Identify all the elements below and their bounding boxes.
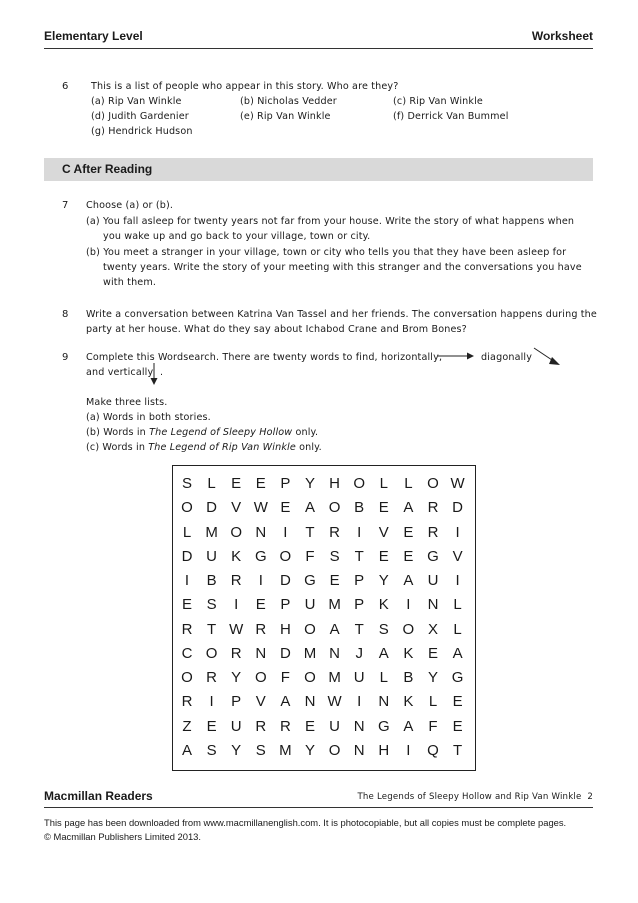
wordsearch-letter: Y [304, 741, 315, 759]
wordsearch-letter: X [427, 620, 438, 638]
wordsearch-letter: A [403, 499, 414, 517]
wordsearch-letter: U [353, 669, 365, 686]
wordsearch-letter: G [427, 547, 439, 565]
wordsearch-letter: O [427, 475, 439, 492]
wordsearch-letter: M [205, 523, 218, 541]
wordsearch-letter: L [182, 523, 192, 541]
wordsearch-letter: K [403, 644, 414, 662]
wordsearch-letter: R [255, 717, 267, 735]
wordsearch-letter: E [452, 717, 463, 735]
q7-b-line1: (b) You meet a stranger in your village, town or city who tells you that they have been asleep for [86, 247, 567, 258]
wordsearch-letter: O [181, 669, 193, 686]
wordsearch-letter: D [452, 499, 464, 517]
wordsearch-letter: L [404, 475, 413, 492]
q8-line2: party at her house. What do they say about Ichabod Crane and Brom Bones? [86, 324, 467, 335]
wordsearch-letter: I [234, 596, 239, 614]
wordsearch-row [173, 715, 475, 739]
wordsearch-letter: I [357, 693, 362, 711]
wordsearch-letter: I [406, 596, 411, 614]
q7-a-line2: you wake up and go back to your village, town or city. [103, 231, 371, 242]
wordsearch-letter: Y [231, 741, 242, 759]
wordsearch-letter: O [279, 547, 292, 565]
wordsearch-letter: E [255, 596, 266, 614]
q6-option-b: (b) Nicholas Vedder [240, 96, 337, 107]
wordsearch-letter: F [428, 717, 438, 735]
wordsearch-letter: Y [427, 669, 438, 686]
wordsearch-letter: O [353, 475, 366, 492]
wordsearch-row [173, 690, 475, 714]
wordsearch-letter: R [279, 717, 291, 735]
q6-option-f: (f) Derrick Van Bummel [393, 111, 509, 122]
wordsearch-letter: L [379, 669, 388, 686]
wordsearch-letter: J [355, 644, 363, 662]
q9-list-a: (a) Words in both stories. [86, 412, 211, 423]
wordsearch-letter: U [427, 572, 439, 589]
q9-list-c-pre: (c) Words in [86, 442, 149, 453]
q7-b-line2: twenty years. Write the story of your meeting with this stranger and the conversations you have [103, 262, 582, 273]
wordsearch-letter: D [181, 547, 193, 565]
wordsearch-letter: D [279, 644, 291, 662]
wordsearch-row [173, 666, 475, 690]
q6-option-e: (e) Rip Van Winkle [240, 111, 331, 122]
wordsearch-letter: G [304, 572, 316, 589]
wordsearch-letter: A [378, 644, 389, 662]
wordsearch-letter: I [184, 572, 190, 589]
wordsearch-letter: E [231, 475, 242, 492]
wordsearch-letter: T [354, 547, 364, 565]
wordsearch-letter: L [453, 596, 462, 614]
wordsearch-letter: N [353, 741, 365, 759]
wordsearch-letter: O [230, 523, 243, 541]
wordsearch-letter: R [181, 620, 193, 638]
footer-brand: Macmillan Readers [44, 789, 153, 803]
wordsearch-letter: S [378, 620, 389, 638]
wordsearch-letter: T [207, 620, 217, 638]
wordsearch-letter: G [451, 669, 464, 686]
q6-option-g: (g) Hendrick Hudson [91, 126, 193, 137]
wordsearch-letter: P [231, 693, 242, 711]
wordsearch-letter: S [181, 475, 192, 492]
q8-number: 8 [62, 309, 69, 320]
wordsearch-letter: R [427, 499, 439, 517]
wordsearch-letter: O [328, 499, 341, 517]
wordsearch-letter: W [450, 475, 465, 492]
wordsearch-letter: E [378, 499, 389, 517]
q6-number: 6 [62, 81, 69, 92]
wordsearch-row [173, 739, 475, 763]
wordsearch-letter: T [453, 741, 463, 759]
wordsearch-letter: B [403, 669, 414, 686]
section-c-title: C After Reading [62, 162, 153, 176]
wordsearch-row [173, 496, 475, 520]
q9-list-c [86, 442, 322, 453]
wordsearch-letter: B [354, 499, 365, 517]
wordsearch-letter: N [329, 644, 341, 662]
wordsearch-letter: O [254, 669, 267, 686]
q9-list-c-title: The Legend of Rip Van Winkle [148, 442, 296, 453]
wordsearch-letter: O [181, 499, 193, 517]
wordsearch-letter: C [181, 644, 193, 662]
wordsearch-letter: I [357, 523, 362, 541]
wordsearch-row [173, 545, 475, 569]
wordsearch-letter: A [329, 620, 340, 638]
wordsearch-letter: O [328, 741, 341, 759]
diagonal-arrow-icon [532, 346, 562, 368]
q7-prompt: Choose (a) or (b). [86, 200, 174, 211]
wordsearch-letter: R [427, 523, 439, 541]
footer-book [357, 792, 593, 802]
wordsearch-letter: E [329, 572, 340, 589]
wordsearch-letter: M [328, 669, 341, 686]
wordsearch-row [173, 472, 475, 496]
wordsearch-letter: Y [378, 572, 389, 589]
footer-note: This page has been downloaded from www.macmillanenglish.com. It is photocopiable, but all copies must be complete pages. [44, 817, 567, 828]
q9-list-b-post: only. [292, 427, 319, 438]
wordsearch-letter: H [279, 620, 291, 638]
wordsearch-letter: W [253, 499, 268, 517]
wordsearch-letter: F [280, 669, 290, 686]
wordsearch-letter: E [304, 717, 315, 735]
header-level: Elementary Level [44, 29, 143, 43]
wordsearch-letter: E [378, 547, 389, 565]
q8-line1: Write a conversation between Katrina Van Tassel and her friends. The conversation happens during the [86, 309, 597, 320]
wordsearch-letter: U [206, 547, 218, 565]
header-rule [44, 48, 593, 49]
wordsearch-letter: A [452, 644, 463, 662]
wordsearch-letter: Q [427, 741, 439, 759]
wordsearch-letter: L [207, 475, 216, 492]
wordsearch-row [173, 642, 475, 666]
q9-list-b [86, 427, 318, 438]
footer-book-title: The Legends of Sleepy Hollow and Rip Van Winkle [357, 792, 582, 802]
wordsearch-letter: U [304, 596, 316, 614]
wordsearch-letter: N [255, 644, 267, 662]
wordsearch-letter: N [427, 596, 439, 614]
wordsearch-letter: P [280, 475, 291, 492]
wordsearch-letter: R [230, 572, 242, 589]
wordsearch-letter: S [255, 741, 266, 759]
q9-list-b-title: The Legend of Sleepy Hollow [149, 427, 293, 438]
wordsearch-letter: M [279, 741, 292, 759]
wordsearch-letter: O [402, 620, 415, 638]
section-c-band [44, 158, 593, 181]
footer-rule [44, 807, 593, 808]
wordsearch-letter: I [455, 523, 460, 541]
wordsearch-letter: P [280, 596, 291, 614]
wordsearch-letter: D [206, 499, 218, 517]
q6-option-d: (d) Judith Gardenier [91, 111, 189, 122]
wordsearch-letter: V [378, 523, 389, 541]
q6-option-a: (a) Rip Van Winkle [91, 96, 182, 107]
wordsearch-letter: S [329, 547, 340, 565]
wordsearch-letter: V [231, 499, 242, 517]
wordsearch-letter: D [279, 572, 291, 589]
wordsearch-row [173, 521, 475, 545]
wordsearch-letter: E [181, 596, 192, 614]
wordsearch-letter: B [206, 572, 217, 589]
q6-prompt: This is a list of people who appear in this story. Who are they? [91, 81, 399, 92]
footer-page-number: 2 [587, 792, 593, 802]
q6-option-c: (c) Rip Van Winkle [393, 96, 483, 107]
wordsearch-letter: H [378, 741, 390, 759]
wordsearch-letter: H [329, 475, 341, 492]
q9-list-b-pre: (b) Words in [86, 427, 150, 438]
wordsearch-letter: U [230, 717, 242, 735]
q7-b-line3: with them. [103, 277, 157, 288]
wordsearch-letter: Z [182, 717, 192, 735]
wordsearch-letter: P [354, 596, 365, 614]
horizontal-arrow-icon [436, 350, 476, 362]
wordsearch-letter: E [255, 475, 266, 492]
wordsearch-row [173, 593, 475, 617]
wordsearch-letter: W [229, 620, 244, 638]
wordsearch-letter: Y [231, 669, 242, 686]
wordsearch-letter: A [280, 693, 291, 711]
wordsearch-letter: R [329, 523, 341, 541]
wordsearch-letter: Y [304, 475, 315, 492]
wordsearch-letter: N [255, 523, 267, 541]
wordsearch-letter: E [427, 644, 438, 662]
q9-number: 9 [62, 352, 69, 363]
wordsearch-letter: N [304, 693, 316, 711]
wordsearch-letter: R [181, 693, 193, 711]
wordsearch-letter: I [258, 572, 263, 589]
wordsearch-letter: U [329, 717, 341, 735]
wordsearch-letter: E [206, 717, 217, 735]
q9-lists-intro: Make three lists. [86, 397, 168, 408]
wordsearch-letter: I [406, 741, 411, 759]
wordsearch-letter: I [209, 693, 214, 711]
wordsearch-letter: E [403, 523, 414, 541]
wordsearch-letter: E [403, 547, 414, 565]
wordsearch-letter: S [206, 596, 217, 614]
q9-vertically: and vertically [86, 367, 154, 378]
wordsearch-letter: V [255, 693, 266, 711]
wordsearch-letter: P [354, 572, 365, 589]
q7-number: 7 [62, 200, 69, 211]
wordsearch-letter: O [304, 669, 316, 686]
wordsearch-letter: G [377, 717, 390, 735]
q9-diagonally: diagonally [481, 352, 533, 363]
footer-copyright: © Macmillan Publishers Limited 2013. [44, 831, 201, 842]
q9-period: . [160, 367, 164, 378]
wordsearch-letter: K [403, 693, 414, 711]
wordsearch-letter: N [353, 717, 365, 735]
wordsearch-letter: R [255, 620, 267, 638]
wordsearch-letter: T [354, 620, 364, 638]
wordsearch-letter: O [205, 644, 218, 662]
wordsearch-letter: E [280, 499, 291, 517]
wordsearch-letter: O [304, 620, 316, 638]
wordsearch-letter: R [206, 669, 218, 686]
wordsearch-letter: A [403, 717, 414, 735]
q9-list-c-post: only. [295, 442, 322, 453]
q9-line1: Complete this Wordsearch. There are twenty words to find, horizontally, [86, 352, 443, 363]
wordsearch-letter: L [428, 693, 438, 711]
wordsearch-letter: I [283, 523, 288, 541]
wordsearch-letter: M [328, 596, 341, 614]
wordsearch-row [173, 569, 475, 593]
wordsearch-letter: L [453, 620, 462, 638]
q7-a-line1: (a) You fall asleep for twenty years not far from your house. Write the story of what happens when [86, 216, 575, 227]
wordsearch-grid [172, 465, 476, 771]
wordsearch-letter: V [452, 547, 463, 565]
wordsearch-letter: A [304, 499, 315, 517]
wordsearch-letter: T [305, 523, 315, 541]
header-worksheet: Worksheet [531, 29, 593, 43]
wordsearch-letter: A [403, 572, 414, 589]
wordsearch-letter: K [378, 596, 389, 614]
wordsearch-letter: E [452, 693, 463, 711]
wordsearch-letter: N [378, 693, 390, 711]
wordsearch-row [173, 618, 475, 642]
wordsearch-letter: G [254, 547, 267, 565]
wordsearch-letter: F [305, 547, 315, 565]
wordsearch-letter: R [230, 644, 242, 662]
wordsearch-letter: L [379, 475, 388, 492]
wordsearch-letter: S [206, 741, 217, 759]
wordsearch-letter: K [231, 547, 242, 565]
wordsearch-letter: I [455, 572, 460, 589]
wordsearch-letter: W [327, 693, 342, 711]
wordsearch-letter: A [181, 741, 192, 759]
wordsearch-letter: M [303, 644, 317, 662]
vertical-arrow-icon [148, 362, 160, 386]
